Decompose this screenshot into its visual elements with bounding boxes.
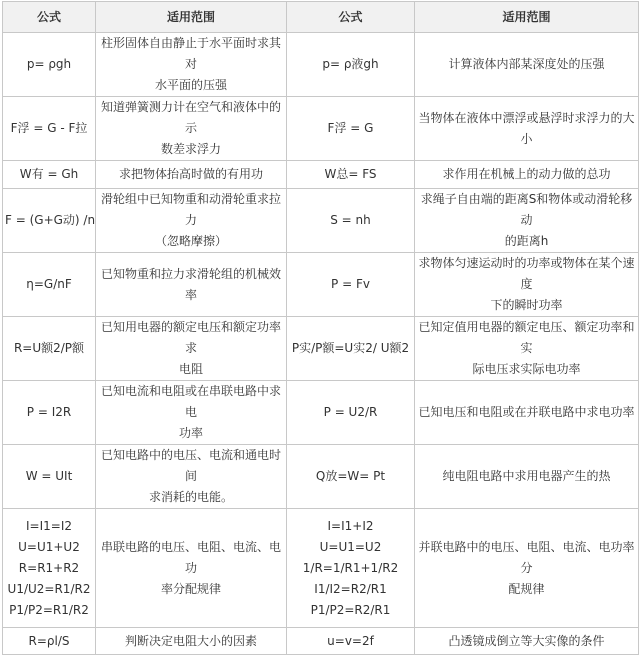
cell-text-line: 求绳子自由端的距离S和物体或动滑轮移动 xyxy=(420,192,633,227)
cell-text-line: I1/I2=R2/R1 xyxy=(314,581,387,596)
cell-text-line: 柱形固体自由静止于水平面时求其对 xyxy=(100,36,281,71)
cell-text-line: 纯电阻电路中求用电器产生的热 xyxy=(442,469,611,483)
table-row xyxy=(3,189,639,253)
cell-text-line: P = U2/R xyxy=(323,405,378,419)
formula-cell-right xyxy=(287,445,415,509)
cell-text-line: 功率 xyxy=(178,426,203,440)
cell-text-line: P1/P2=R2/R1 xyxy=(310,602,391,617)
table-row xyxy=(3,97,639,161)
cell-text-line: 串联电路的电压、电阻、电流、电功 xyxy=(100,539,281,575)
table-row xyxy=(3,253,639,317)
formula-cell-left xyxy=(3,317,96,381)
cell-text-line: 配规律 xyxy=(508,581,545,596)
formula-cell-right xyxy=(287,97,415,161)
formula-cell-left xyxy=(3,97,96,161)
formula-cell-right xyxy=(287,33,415,97)
cell-text-line: 数差求浮力 xyxy=(160,142,221,156)
formula-cell-right xyxy=(287,161,415,189)
scope-cell-left xyxy=(96,445,287,509)
cell-text-line: 计算液体内部某深度处的压强 xyxy=(448,57,605,71)
formula-cell-left xyxy=(3,33,96,97)
cell-text-line: 求消耗的电能。 xyxy=(148,490,233,504)
header-formula-2: 公式 xyxy=(287,2,415,33)
scope-cell-right xyxy=(415,253,639,317)
cell-text-line: 求物体匀速运动时的功率或物体在某个速度 xyxy=(418,256,635,291)
table-row xyxy=(3,509,639,628)
table-row xyxy=(3,161,639,189)
cell-text-line: 际电压求实际电功率 xyxy=(472,362,581,376)
cell-text-line: U=U1+U2 xyxy=(18,539,80,554)
formula-cell-right xyxy=(287,253,415,317)
cell-text-line: 已知物重和拉力求滑轮组的机械效率 xyxy=(100,266,281,302)
table-row xyxy=(3,628,639,655)
cell-text-line: 并联电路中的电压、电阻、电流、电功率分 xyxy=(418,539,635,575)
cell-text-line: 已知用电器的额定电压和额定功率求 xyxy=(100,320,281,355)
cell-text-line: 的距离h xyxy=(504,234,549,248)
cell-text-line: I=I1=I2 xyxy=(26,518,72,533)
scope-cell-left xyxy=(96,189,287,253)
table-body xyxy=(3,33,639,655)
formula-cell-left xyxy=(3,381,96,445)
formula-cell-right xyxy=(287,317,415,381)
cell-text-line: η=G/nF xyxy=(26,277,72,291)
cell-text-line: P = I2R xyxy=(26,405,72,419)
cell-text-line: 求作用在机械上的动力做的总功 xyxy=(442,167,611,181)
formula-cell-left xyxy=(3,445,96,509)
cell-text-line: p= ρgh xyxy=(26,57,72,71)
scope-cell-right xyxy=(415,317,639,381)
cell-text-line: I=I1+I2 xyxy=(327,518,374,533)
formula-cell-left xyxy=(3,253,96,317)
scope-cell-right xyxy=(415,97,639,161)
formula-cell-left xyxy=(3,189,96,253)
scope-cell-left xyxy=(96,628,287,655)
cell-text-line: S = nh xyxy=(330,213,371,227)
cell-text-line: 电阻 xyxy=(178,362,203,376)
scope-cell-left xyxy=(96,381,287,445)
cell-text-line: 已知定值用电器的额定电压、额定功率和实 xyxy=(418,320,635,355)
cell-text-line: P = Fv xyxy=(331,277,370,291)
cell-text-line: U1/U2=R1/R2 xyxy=(7,581,91,596)
scope-cell-left xyxy=(96,317,287,381)
cell-text-line: 滑轮组中已知物重和动滑轮重求拉力 xyxy=(100,192,281,227)
scope-cell-left xyxy=(96,97,287,161)
cell-text-line: p= ρ液gh xyxy=(322,57,379,71)
cell-text-line: W总= FS xyxy=(324,167,377,181)
cell-text-line: F浮 = G xyxy=(327,121,374,135)
scope-cell-left xyxy=(96,33,287,97)
formula-table xyxy=(2,1,639,655)
formula-cell-right xyxy=(287,509,415,628)
cell-text-line: Q放=W= Pt xyxy=(315,469,386,483)
formula-cell-left xyxy=(3,161,96,189)
scope-cell-right xyxy=(415,628,639,655)
cell-text-line: R=R1+R2 xyxy=(18,560,80,575)
cell-text-line: 当物体在液体中漂浮或悬浮时求浮力的大小 xyxy=(418,110,635,146)
scope-cell-right xyxy=(415,445,639,509)
scope-cell-right xyxy=(415,189,639,253)
cell-text-line: W有 = Gh xyxy=(19,167,79,181)
formula-cell-right xyxy=(287,189,415,253)
formula-cell-right xyxy=(287,628,415,655)
cell-text-line: F = (G+G动) /n xyxy=(5,213,96,227)
cell-text-line: R=ρl/S xyxy=(28,633,70,648)
cell-text-line: F浮 = G - F拉 xyxy=(10,121,88,135)
cell-text-line: 下的瞬时功率 xyxy=(490,298,563,312)
cell-text-line: 凸透镜成倒立等大实像的条件 xyxy=(448,633,605,648)
cell-text-line: 1/R=1/R1+1/R2 xyxy=(302,560,399,575)
cell-text-line: （忽略摩擦） xyxy=(154,234,227,248)
cell-text-line: P1/P2=R1/R2 xyxy=(9,602,89,617)
formula-cell-left xyxy=(3,509,96,628)
cell-text-line: 已知电流和电阻或在串联电路中求电 xyxy=(100,384,281,419)
cell-text-line: 求把物体抬高时做的有用功 xyxy=(118,167,263,181)
header-scope-2: 适用范围 xyxy=(415,2,639,33)
cell-text-line: U=U1=U2 xyxy=(319,539,382,554)
cell-text-line: 已知电压和电阻或在并联电路中求电功率 xyxy=(418,405,635,419)
cell-text-line: 水平面的压强 xyxy=(154,78,227,92)
scope-cell-left xyxy=(96,509,287,628)
cell-text-line: 知道弹簧测力计在空气和液体中的示 xyxy=(100,100,281,135)
table-row xyxy=(3,445,639,509)
table-row xyxy=(3,33,639,97)
scope-cell-left xyxy=(96,161,287,189)
cell-text-line: u=v=2f xyxy=(327,633,374,648)
table-row xyxy=(3,381,639,445)
cell-text-line: P实/P额=U实2/ U额2 xyxy=(291,341,410,355)
formula-cell-right xyxy=(287,381,415,445)
cell-text-line: 已知电路中的电压、电流和通电时间 xyxy=(100,448,281,483)
scope-cell-right xyxy=(415,509,639,628)
cell-text-line: W = UIt xyxy=(25,469,73,483)
scope-cell-right xyxy=(415,381,639,445)
header-formula-1: 公式 xyxy=(3,2,96,33)
cell-text-line: R=U额2/P额 xyxy=(13,341,85,355)
formula-cell-left xyxy=(3,628,96,655)
scope-cell-right xyxy=(415,33,639,97)
header-scope-1: 适用范围 xyxy=(96,2,287,33)
table-header-row xyxy=(3,2,639,33)
scope-cell-left xyxy=(96,253,287,317)
scope-cell-right xyxy=(415,161,639,189)
cell-text-line: 率分配规律 xyxy=(160,581,221,596)
table-row xyxy=(3,317,639,381)
cell-text-line: 判断决定电阻大小的因素 xyxy=(124,633,257,648)
